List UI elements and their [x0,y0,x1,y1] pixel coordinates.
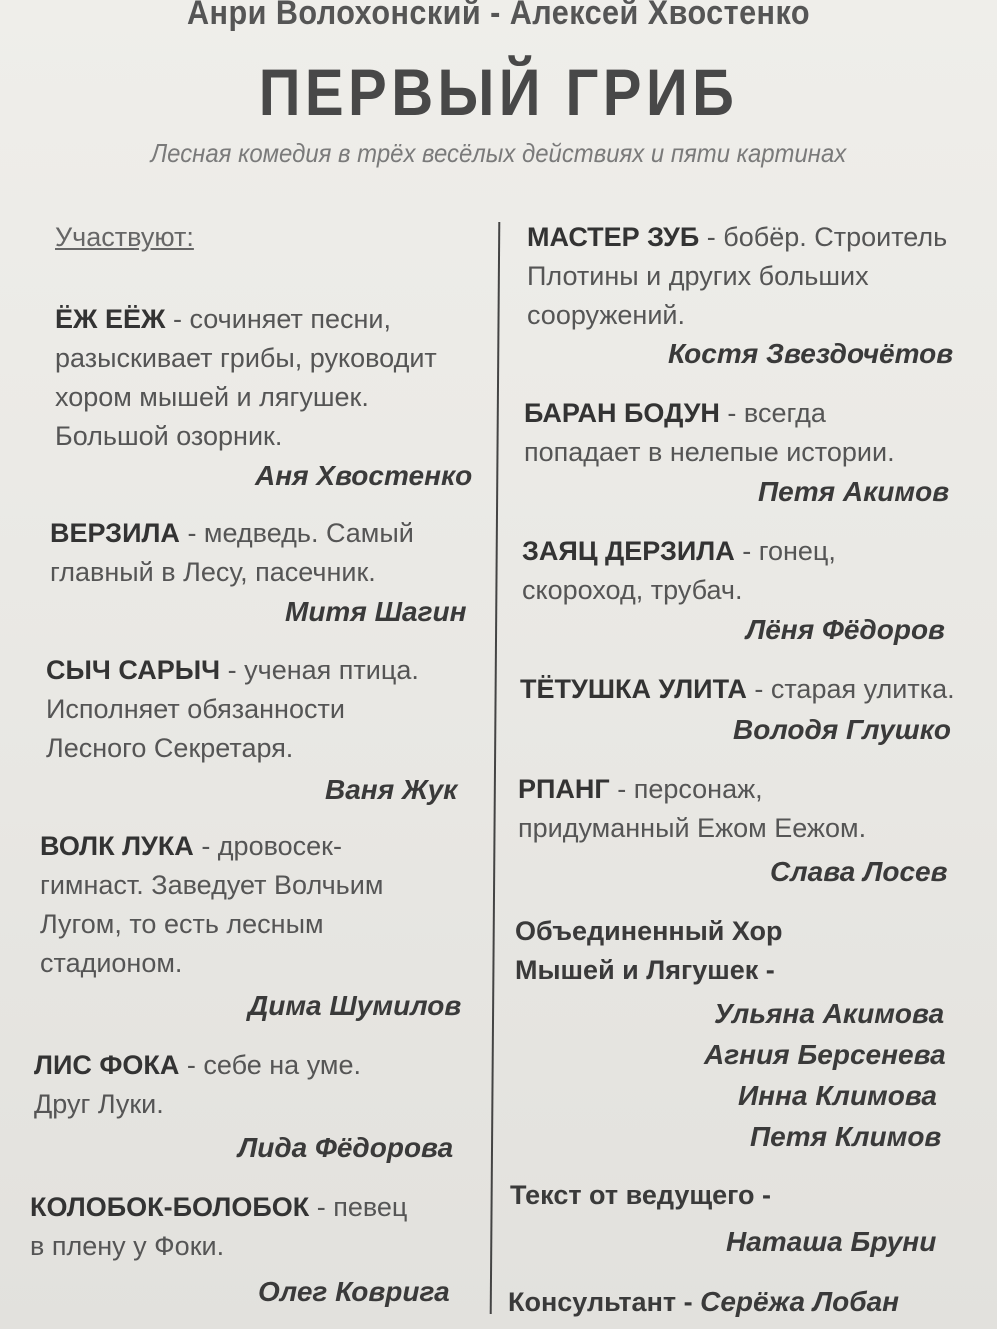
role-description: скороход, трубач. [522,575,743,605]
actor-name: Петя Акимов [758,476,950,507]
consultant-entry [508,1282,899,1322]
cast-entry [55,300,437,456]
role-description: - всегда [719,398,826,428]
role-name: РПАНГ [518,774,610,804]
narrator-entry [510,1176,771,1215]
role-name: ТЁТУШКА УЛИТА [520,674,747,704]
actor-name: Слава Лосев [770,856,948,887]
authors-line: Анри Волохонский - Алексей Хвостенко [187,0,810,32]
actor-name: Лёня Фёдоров [746,614,945,645]
actor-name: Инна Климова [738,1080,937,1111]
cast-entry [46,651,419,768]
role-name: ЁЖ ЕЁЖ [55,304,166,334]
actor-name: Аня Хвостенко [255,460,473,491]
actor-name: Ваня Жук [325,774,458,805]
role-description: сооружений. [527,300,686,330]
role-name: ВЕРЗИЛА [50,518,180,548]
actor-name: Ульяна Акимова [714,998,945,1029]
cast-entry [50,514,414,592]
play-title: ПЕРВЫЙ ГРИБ [258,55,739,129]
role-description: - старая улитка. [746,674,955,704]
role-description: разыскивает грибы, руководит [55,343,437,373]
actor-name: Серёжа Лобан [700,1286,900,1317]
cast-entry [518,770,866,848]
consultant-label: Консультант - [508,1287,701,1317]
role-description: - певец [309,1192,408,1222]
role-name: МАСТЕР ЗУБ [527,222,700,252]
role-description: Исполняет обязанности [46,694,345,724]
role-name: КОЛОБОК-БОЛОБОК [30,1192,310,1222]
actor-name: Лида Фёдорова [238,1132,454,1163]
role-description: Большой озорник. [55,421,283,451]
actor-name: Костя Звездочётов [668,338,954,369]
role-description: Лесного Секретаря. [46,733,294,763]
role-description: в плену у Фоки. [30,1231,225,1261]
role-name: ВОЛК ЛУКА [40,831,194,861]
cast-entry [524,394,895,472]
role-description: попадает в нелепые истории. [524,437,895,467]
actor-name: Агния Берсенева [704,1039,946,1070]
role-description: главный в Лесу, пасечник. [50,557,376,587]
participants-label: Участвуют: [55,222,194,252]
role-description: гимнаст. Заведует Волчьим [40,870,384,900]
role-description: Лугом, то есть лесным [40,909,324,939]
role-description: - дровосек- [193,831,342,861]
choir-label: Мышей и Лягушек - [515,955,775,985]
role-description: - сочиняет песни, [165,304,391,334]
role-description: - персонаж, [609,774,763,804]
role-description: - себе на уме. [179,1050,361,1080]
actor-name: Петя Климов [750,1121,942,1152]
role-name: БАРАН БОДУН [524,398,720,428]
choir-entry [515,912,783,990]
cast-entry [40,827,383,983]
role-description: Друг Луки. [34,1089,164,1119]
actor-name: Дима Шумилов [248,990,462,1021]
role-description: стадионом. [40,948,183,978]
role-description: Плотины и других больших [527,261,869,291]
role-name: СЫЧ САРЫЧ [46,655,221,685]
cast-entry [527,218,947,335]
role-name: ЗАЯЦ ДЕРЗИЛА [522,536,735,566]
actor-name: Митя Шагин [285,596,467,627]
role-description: - гонец, [734,536,836,566]
actor-name: Володя Глушко [733,714,951,745]
cast-entry [522,532,836,610]
role-description: хором мышей и лягушек. [55,382,369,412]
role-name: ЛИС ФОКА [34,1050,180,1080]
actor-name: Наташа Бруни [726,1226,937,1257]
choir-label: Объединенный Хор [515,916,783,946]
role-description: - медведь. Самый [179,518,414,548]
role-description: придуманный Ежом Еежом. [518,813,867,843]
actor-name: Олег Коврига [258,1276,450,1307]
play-subtitle: Лесная комедия в трёх весёлых действиях и пяти картинах [150,138,847,168]
cast-entry [34,1046,361,1124]
role-description: - ученая птица. [220,655,419,685]
cast-entry [520,670,955,709]
column-divider [490,222,501,1314]
role-description: - бобёр. Строитель [699,222,948,252]
narrator-label: Текст от ведущего - [510,1180,772,1210]
cast-entry [30,1188,407,1266]
